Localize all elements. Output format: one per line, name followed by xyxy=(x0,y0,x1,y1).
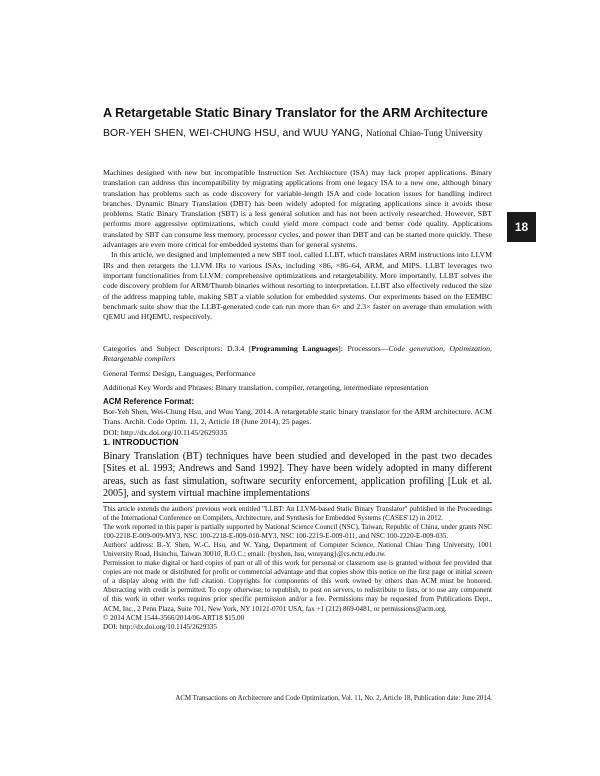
author-names: BOR-YEH SHEN, WEI-CHUNG HSU, and WUU YANG, xyxy=(103,128,364,139)
section-heading-introduction: 1. INTRODUCTION xyxy=(103,437,179,447)
categories-label: Categories and Subject Descriptors: D.3.4 [ xyxy=(103,344,252,353)
footnote-copyright: © 2014 ACM 1544-3566/2014/06-ART18 $15.00 xyxy=(103,613,245,622)
abstract xyxy=(103,168,492,322)
categories-mid: ]: Processors— xyxy=(338,344,389,353)
categories-bold: Programming Languages xyxy=(251,344,339,353)
reference-doi: DOI: http://dx.doi.org/10.1145/2629335 xyxy=(103,427,228,437)
categories-descriptors xyxy=(103,344,492,365)
page-footer: ACM Transactions on Architecture and Code Optimization, Vol. 11, No. 2, Article 18, Publication date: June 2014. xyxy=(175,695,492,702)
footnote-funding: The work reported in this paper is partially supported by National Science Council (NSC), Taiwan, Republic of China, under grants NSC 100-2218-E-009-009-MY3, NSC 100-2218-E-009-010-MY3, NSC 100-2219-E-009-011, and NSC 100-2220-E-009-035. xyxy=(103,523,492,541)
footnotes xyxy=(103,505,492,632)
reference-format xyxy=(103,407,492,438)
categories-italic: Code generation, Optimization, Retargetable compilers xyxy=(103,344,492,364)
reference-text: Bor-Yeh Shen, Wei-Chung Hsu, and Wuu Yang. 2014. A retargetable static binary translator for the ARM architecture. ACM Trans. Archit. Code Optim. 11, 2, Article 18 (June 2014), 25 pages. xyxy=(103,407,492,427)
general-terms: General Terms: Design, Languages, Performance xyxy=(103,369,256,378)
footnote-previous-work: This article extends the authors' previous work entitled "LLBT: An LLVM-based Static Binary Translator" published in the Proceedings of the International Conference on Compilers, Architecture, and Synthesis for Embedded Systems (CASES'12) in 2012. xyxy=(103,505,492,523)
author-line xyxy=(103,128,483,139)
abstract-paragraph: In this article, we designed and implemented a new SBT tool, called LLBT, which translates ARM instructions into LLVM IRs and then retargets the LLVM IRs to various ISAs, including ×86, ×86–64, ARM, and MIPS. LLBT leverages two important functionalities from LLVM: comprehensive optimizations and retargetability. More importantly, LLBT solves the code discovery problem for ARM/Thumb binaries without resorting to interpretation. LLBT also effectively reduced the size of the address mapping table, making SBT a viable solution for embedded systems. Our experiments based on the EEMBC benchmark suite show that the LLBT-generated code can run more than 6× and 2.3× faster on average than emulation with QEMU and HQEMU, respectively. xyxy=(103,250,492,322)
author-affiliation: National Chiao-Tung University xyxy=(366,128,483,138)
article-number-tab: 18 xyxy=(507,212,536,242)
paper-title: A Retargetable Static Binary Translator for the ARM Architecture xyxy=(103,106,488,120)
footnote-address: Authors' address: B.-Y. Shen, W.-C. Hsu, and W. Yang, Department of Computer Science, National Chiao Tung University, 1001 University Road, Hsinchu, Taiwan 30010, R.O.C.; email: {byshen, hsu, wuuyang}@cs.nctu.edu.tw. xyxy=(103,541,492,559)
footnote-permission: Permission to make digital or hard copies of part or all of this work for personal or classroom use is granted without fee provided that copies are not made or distributed for profit or commercial advantage and that copies show this notice on the first page or initial screen of a display along with the full citation. Copyrights for components of this work owned by others than ACM must be honored. Abstracting with credit is permitted. To copy otherwise, to republish, to post on servers, to redistribute to lists, or to use any component of this work in other works requires prior specific permission and/or a fee. Permissions may be requested from Publications Dept., ACM, Inc., 2 Penn Plaza, Suite 701, New York, NY 10121-0701 USA, fax +1 (212) 869-0481, or permissions@acm.org. xyxy=(103,559,492,613)
footnote-rule xyxy=(103,502,492,503)
footnote-doi: DOI: http://dx.doi.org/10.1145/2629335 xyxy=(103,622,217,631)
abstract-paragraph: Machines designed with new but incompatible Instruction Set Architecture (ISA) may lack proper applications. Binary translation can address this incompatibility by migrating applications from one legacy ISA to a new one, although binary translation has problems such as code discovery for variable-length ISA and code location issues for handling indirect branches. Dynamic Binary Translation (DBT) has been widely adopted for migrating applications since it avoids those problems. Static Binary Translation (SBT) is a less general solution and has not been actively researched. However, SBT performs more aggressive optimizations, which could yield more compact code and better code quality. Applications translated by SBT can consume less memory, processor cycles, and power than DBT and can be started more quickly. These advantages are even more critical for embedded systems than for general systems. xyxy=(103,168,492,250)
keywords: Additional Key Words and Phrases: Binary translation, compiler, retargeting, intermediate representation xyxy=(103,383,429,392)
introduction-text: Binary Translation (BT) techniques have been studied and developed in the past two decades [Sites et al. 1993; Andrews and Sand 1992]. They have been widely adopted in many different areas, such as fast simulation, software security enforcement, application profiling [Luk et al. 2005], and system virtual machine implementations xyxy=(103,451,492,499)
reference-format-heading: ACM Reference Format: xyxy=(103,397,195,406)
